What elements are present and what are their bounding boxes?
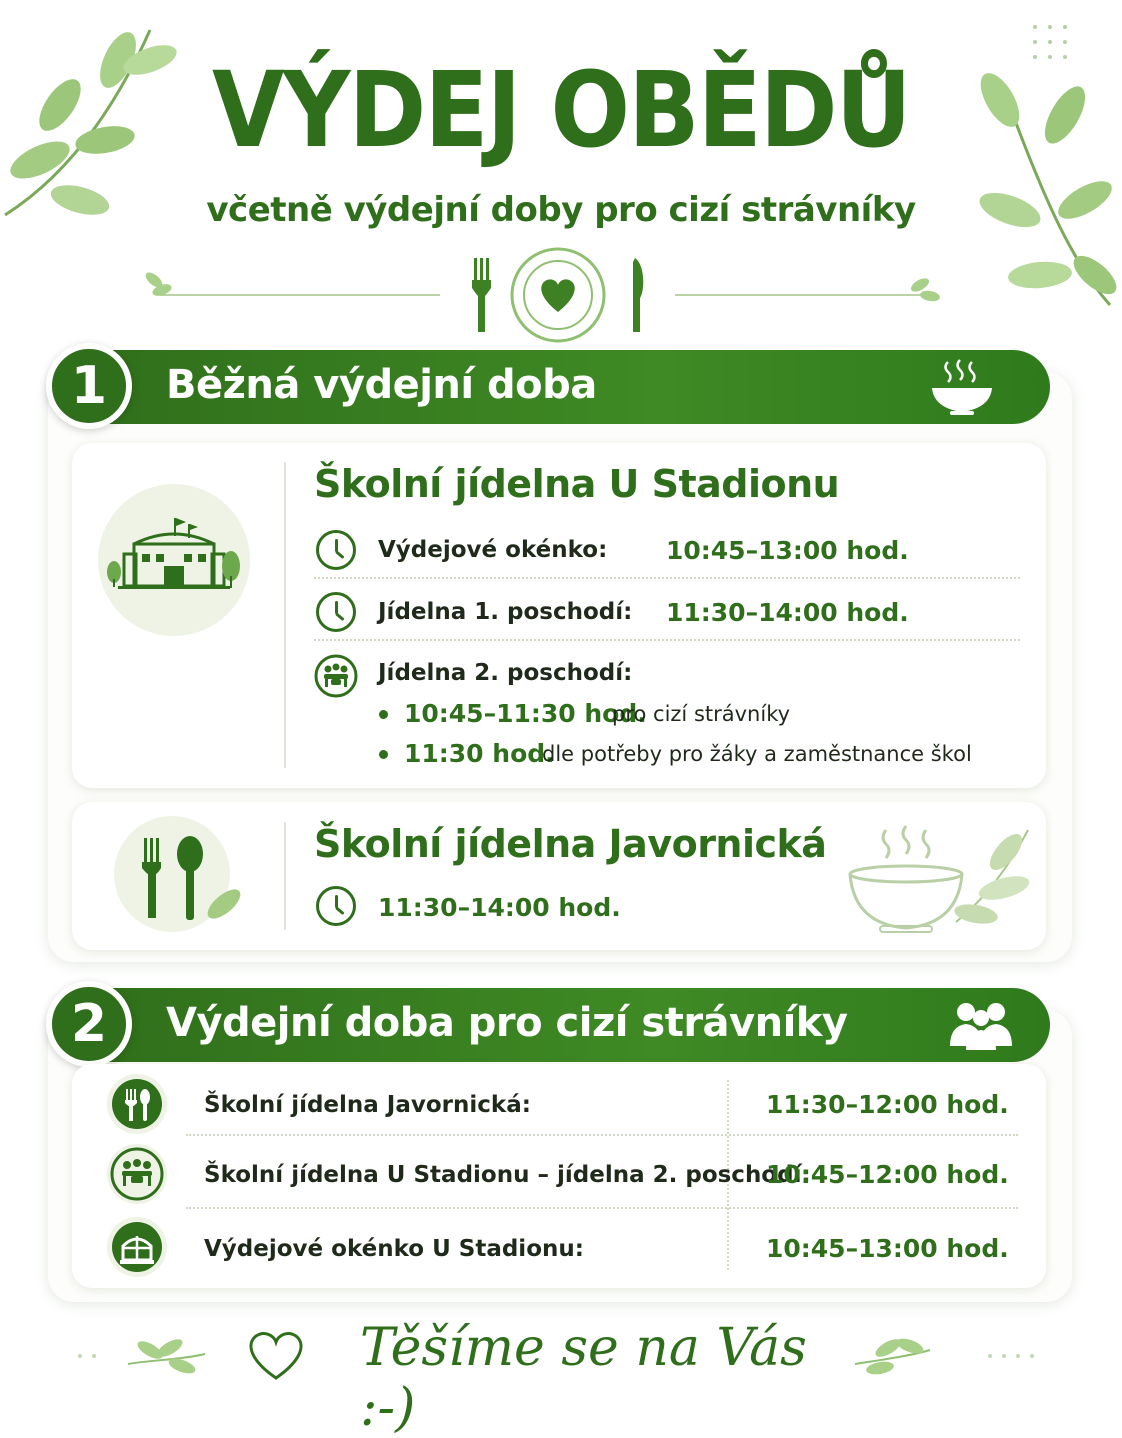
row-value: 10:45–13:00 hod. (766, 1234, 1009, 1263)
fork-icon (472, 258, 491, 332)
row-separator (186, 1207, 1018, 1209)
heart-icon (251, 1334, 301, 1378)
floor2-note: pro cizí strávníky (612, 702, 791, 726)
stadion-title: Školní jídelna U Stadionu (314, 462, 840, 506)
section1-number: 1 (46, 343, 132, 429)
cutlery-icon (112, 814, 246, 936)
footer-greeting: Těšíme se na Vás :-) (360, 1318, 807, 1438)
floor2-time: 11:30 hod. (404, 739, 555, 768)
row-label: Výdejové okénko: (378, 537, 608, 563)
page-subtitle: včetně výdejní doby pro cizí strávníky (206, 190, 916, 230)
row-value: 10:45–13:00 hod. (666, 536, 909, 565)
floor2-label: Jídelna 2. poschodí: (378, 660, 633, 686)
row-separator (186, 1134, 1018, 1136)
card-divider (284, 462, 286, 768)
section2-number: 2 (46, 981, 132, 1067)
row-separator (314, 577, 1020, 579)
javornicka-value: 11:30–14:00 hod. (378, 893, 621, 922)
people-icon (946, 998, 1016, 1052)
row-label: Jídelna 1. poschodí: (378, 599, 633, 625)
row-label: Školní jídelna Javornická: (204, 1092, 531, 1118)
row-label: Školní jídelna U Stadionu – jídelna 2. poschodí: (204, 1162, 811, 1188)
row-label: Výdejové okénko U Stadionu: (204, 1236, 584, 1262)
section2-title: Výdejní doba pro cizí strávníky (166, 1000, 848, 1046)
row-separator (314, 639, 1020, 641)
knife-icon (633, 258, 643, 332)
floor2-note: dle potřeby pro žáky a zaměstnance škol (542, 742, 972, 766)
row-value: 11:30–12:00 hod. (766, 1090, 1009, 1119)
row-value: 10:45–12:00 hod. (766, 1160, 1009, 1189)
plate-divider (140, 250, 950, 340)
card-divider (284, 822, 286, 930)
window-icon (106, 1216, 168, 1278)
soup-bowl-icon (928, 358, 996, 418)
page-title: VÝDEJ OBĚDŮ (211, 49, 911, 171)
section1-title: Běžná výdejní doba (166, 362, 597, 408)
row-value: 11:30–14:00 hod. (666, 598, 909, 627)
cutlery-icon (106, 1073, 168, 1135)
floor2-time: 10:45–11:30 hod. (404, 699, 647, 728)
clock-icon (316, 886, 356, 926)
people-table-icon (106, 1143, 168, 1205)
clock-icon (316, 530, 356, 570)
people-table-icon (314, 654, 358, 698)
clock-icon (316, 592, 356, 632)
javornicka-title: Školní jídelna Javornická (314, 822, 827, 866)
building-icon (98, 484, 250, 636)
soup-bowl-icon (846, 822, 1038, 938)
bullet (379, 710, 388, 719)
bullet (379, 750, 388, 759)
